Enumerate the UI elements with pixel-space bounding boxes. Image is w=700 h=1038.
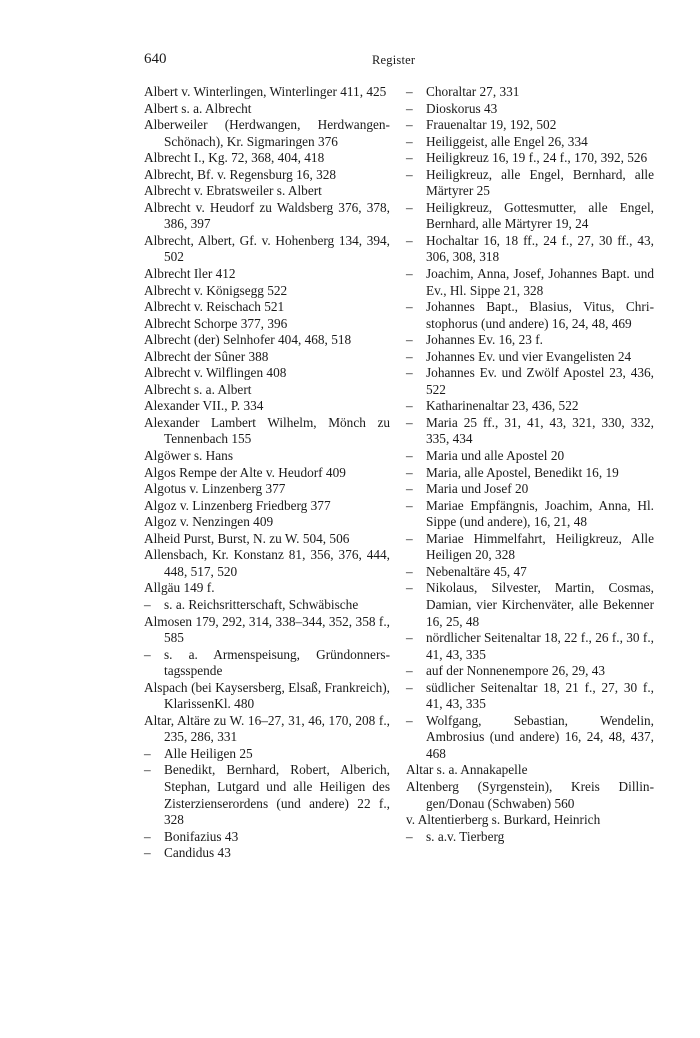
entry-text: Heiligkreuz, alle Engel, Bernhard, alle Märtyrer 25: [426, 166, 654, 199]
index-entry: Albrecht v. Heudorf zu Waldsberg 376, 378, 386, 397: [144, 199, 390, 232]
subentry-dash: –: [406, 332, 413, 348]
subentry-dash: –: [406, 299, 413, 315]
index-subentry: [406, 713, 654, 763]
index-subentry: [406, 829, 654, 846]
entry-text: Joachim, Anna, Josef, Johannes Bapt. und Ev., Hl. Sippe 21, 328: [426, 266, 654, 298]
index-subentry: [406, 531, 654, 564]
subentry-dash: –: [144, 845, 151, 861]
index-entry: Albrecht v. Ebratsweiler s. Albert: [144, 183, 322, 199]
subentry-dash: –: [406, 133, 413, 149]
index-subentry: [406, 465, 654, 482]
index-subentry: [406, 663, 654, 680]
index-subentry: [144, 746, 390, 763]
subentry-dash: –: [144, 646, 151, 662]
subentry-dash: –: [406, 580, 413, 596]
subentry-dash: –: [406, 100, 413, 116]
index-subentry: [406, 398, 654, 415]
index-entry: Albrecht v. Königsegg 522: [144, 282, 288, 298]
entry-text: Mariae Himmelfahrt, Heiligkreuz, Alle Heiligen 20, 328: [426, 530, 654, 563]
index-subentry: [406, 448, 654, 465]
index-entry: Algöwer s. Hans: [144, 448, 234, 464]
index-entry: Alexander VII., P. 334: [144, 398, 264, 414]
entry-text: Maria, alle Apostel, Benedikt 16, 19: [426, 464, 619, 480]
index-entry: Albrecht v. Reischach 521: [144, 299, 285, 315]
entry-text: Maria und alle Apostel 20: [426, 448, 565, 464]
entry-text: Nikolaus, Silvester, Martin, Cosmas, Damian, vier Kirchenväter, alle Bekenner 16, 25, 48: [426, 580, 654, 629]
index-entry: Almosen 179, 292, 314, 338–344, 352, 358 f., 585: [144, 613, 390, 646]
index-subentry: [406, 349, 654, 366]
entry-text: nördlicher Seitenaltar 18, 22 f., 26 f., 30 f., 41, 43, 335: [426, 630, 654, 662]
subentry-dash: –: [406, 365, 413, 381]
index-entry: Alheid Purst, Burst, N. zu W. 504, 506: [144, 530, 350, 546]
entry-text: Johannes Ev. 16, 23 f.: [426, 332, 543, 348]
entry-text: Nebenaltäre 45, 47: [426, 563, 527, 579]
index-entry: Algoz v. Linzenberg Friedberg 377: [144, 497, 331, 513]
subentry-dash: –: [406, 679, 413, 695]
index-entry: Alberweiler (Herdwangen, Herdwangen-Schönach), Kr. Sigmaringen 376: [144, 117, 390, 149]
entry-text: Benedikt, Bernhard, Robert, Alberich, Stephan, Lutgard und alle Heiligen des Zisterzienserordens (und andere) 22 f., 328: [164, 762, 390, 828]
subentry-dash: –: [406, 464, 413, 480]
index-subentry: [406, 200, 654, 233]
entry-text: Wolfgang, Sebastian, Wendelin, Ambrosius (und andere) 16, 24, 48, 437, 468: [426, 712, 654, 761]
index-subentry: [406, 84, 654, 101]
subentry-dash: –: [406, 232, 413, 248]
entry-text: Dioskorus 43: [426, 100, 498, 116]
entry-text: Frauenaltar 19, 192, 502: [426, 117, 557, 133]
entry-text: Heiligkreuz 16, 19 f., 24 f., 170, 392, 526: [426, 150, 648, 166]
subentry-dash: –: [406, 497, 413, 513]
index-entry: Albrecht, Bf. v. Regensburg 16, 328: [144, 166, 337, 182]
subentry-dash: –: [144, 828, 151, 844]
index-subentry: [406, 580, 654, 630]
index-entry: v. Altentierberg s. Burkard, Heinrich: [406, 812, 601, 828]
page-number: 640: [144, 51, 167, 67]
index-entry: Algotus v. Linzenberg 377: [144, 481, 286, 497]
entry-text: Johannes Ev. und Zwölf Apostel 23, 436, 522: [426, 365, 654, 397]
index-subentry: [406, 101, 654, 118]
index-entry: Albrecht Iler 412: [144, 266, 236, 282]
index-entry: Albert v. Winterlingen, Winterlinger 411, 425: [144, 84, 387, 99]
index-subentry: [144, 829, 390, 846]
index-entry: Albrecht v. Wilflingen 408: [144, 365, 287, 381]
subentry-dash: –: [144, 745, 151, 761]
subentry-dash: –: [406, 630, 413, 646]
index-entry: Albrecht s. a. Albert: [144, 381, 252, 397]
index-entry: Albert s. a. Albrecht: [144, 100, 252, 116]
index-entry: Algoz v. Nenzingen 409: [144, 514, 274, 530]
index-subentry: [406, 150, 654, 167]
entry-text: Alle Heiligen 25: [164, 745, 253, 761]
entry-text: Mariae Empfängnis, Joachim, Anna, Hl. Sippe (und andere), 16, 21, 48: [426, 497, 654, 530]
entry-text: Maria und Josef 20: [426, 481, 529, 497]
index-subentry: [144, 647, 390, 680]
entry-text: s. a. Reichsritterschaft, Schwäbische: [164, 596, 359, 612]
index-entry: Altar s. a. Annakapelle: [406, 762, 528, 778]
entry-text: Bonifazius 43: [164, 828, 239, 844]
index-entry: Altenberg (Syrgenstein), Kreis Dillingen/Donau (Schwaben) 560: [406, 778, 654, 811]
entry-text: Maria 25 ff., 31, 41, 43, 321, 330, 332, 335, 434: [426, 414, 654, 447]
subentry-dash: –: [406, 448, 413, 464]
index-subentry: [406, 167, 654, 200]
entry-text: Hochaltar 16, 18 ff., 24 f., 27, 30 ff., 43, 306, 308, 318: [426, 232, 654, 265]
entry-text: Candidus 43: [164, 845, 231, 861]
entry-text: Choraltar 27, 331: [426, 84, 520, 99]
index-subentry: [406, 481, 654, 498]
index-subentry: [406, 266, 654, 299]
index-entry: Albrecht Schorpe 377, 396: [144, 315, 288, 331]
index-subentry: [406, 134, 654, 151]
entry-text: Katharinenaltar 23, 436, 522: [426, 398, 579, 414]
subentry-dash: –: [406, 117, 413, 133]
index-subentry: [406, 630, 654, 663]
index-entry: Allensbach, Kr. Konstanz 81, 356, 376, 444, 448, 517, 520: [144, 547, 390, 579]
index-entry: Alspach (bei Kaysersberg, Elsaß, Frankreich), KlarissenKl. 480: [144, 679, 390, 712]
subentry-dash: –: [406, 84, 413, 99]
index-entry: Albrecht (der) Selnhofer 404, 468, 518: [144, 332, 352, 348]
index-subentry: [406, 233, 654, 266]
subentry-dash: –: [406, 481, 413, 497]
subentry-dash: –: [406, 398, 413, 414]
index-subentry: [406, 498, 654, 531]
subentry-dash: –: [406, 712, 413, 728]
entry-text: südlicher Seitenaltar 18, 21 f., 27, 30 f., 41, 43, 335: [426, 679, 654, 712]
index-subentry: [406, 564, 654, 581]
index-column-left: [144, 84, 390, 862]
index-subentry: [406, 117, 654, 134]
running-title: Register: [372, 53, 416, 67]
index-subentry: [144, 597, 390, 614]
index-subentry: [406, 365, 654, 398]
entry-text: Johannes Bapt., Blasius, Vitus, Christophorus (und andere) 16, 24, 48, 469: [426, 299, 654, 331]
index-subentry: [144, 762, 390, 828]
entry-text: s. a. Armenspeisung, Gründonnerstagsspende: [164, 646, 390, 679]
index-subentry: [406, 332, 654, 349]
subentry-dash: –: [144, 596, 151, 612]
index-subentry: [406, 299, 654, 332]
subentry-dash: –: [406, 266, 413, 282]
index-entry: Allgäu 149 f.: [144, 580, 215, 596]
subentry-dash: –: [406, 530, 413, 546]
entry-text: auf der Nonnenempore 26, 29, 43: [426, 663, 606, 679]
subentry-dash: –: [144, 762, 151, 778]
subentry-dash: –: [406, 166, 413, 182]
index-entry: Albrecht der Sûner 388: [144, 348, 269, 364]
index-entry: Albrecht, Albert, Gf. v. Hohenberg 134, 394, 502: [144, 232, 390, 265]
index-column-right: [406, 84, 654, 845]
subentry-dash: –: [406, 414, 413, 430]
entry-text: Johannes Ev. und vier Evangelisten 24: [426, 348, 632, 364]
subentry-dash: –: [406, 563, 413, 579]
index-subentry: [406, 415, 654, 448]
subentry-dash: –: [406, 828, 413, 844]
page-header: [0, 0, 700, 80]
index-entry: Altar, Altäre zu W. 16–27, 31, 46, 170, 208 f., 235, 286, 331: [144, 712, 390, 745]
entry-text: Heiliggeist, alle Engel 26, 334: [426, 133, 588, 149]
subentry-dash: –: [406, 199, 413, 215]
index-subentry: [144, 845, 390, 862]
subentry-dash: –: [406, 150, 413, 166]
index-entry: Albrecht I., Kg. 72, 368, 404, 418: [144, 150, 325, 166]
entry-text: s. a.v. Tierberg: [426, 828, 505, 844]
index-entry: Alexander Lambert Wilhelm, Mönch zu Tennenbach 155: [144, 414, 390, 447]
index-entry: Algos Rempe der Alte v. Heudorf 409: [144, 464, 346, 480]
index-subentry: [406, 680, 654, 713]
entry-text: Heiligkreuz, Gottesmutter, alle Engel, Bernhard, alle Märtyrer 19, 24: [426, 199, 654, 232]
subentry-dash: –: [406, 348, 413, 364]
subentry-dash: –: [406, 663, 413, 679]
